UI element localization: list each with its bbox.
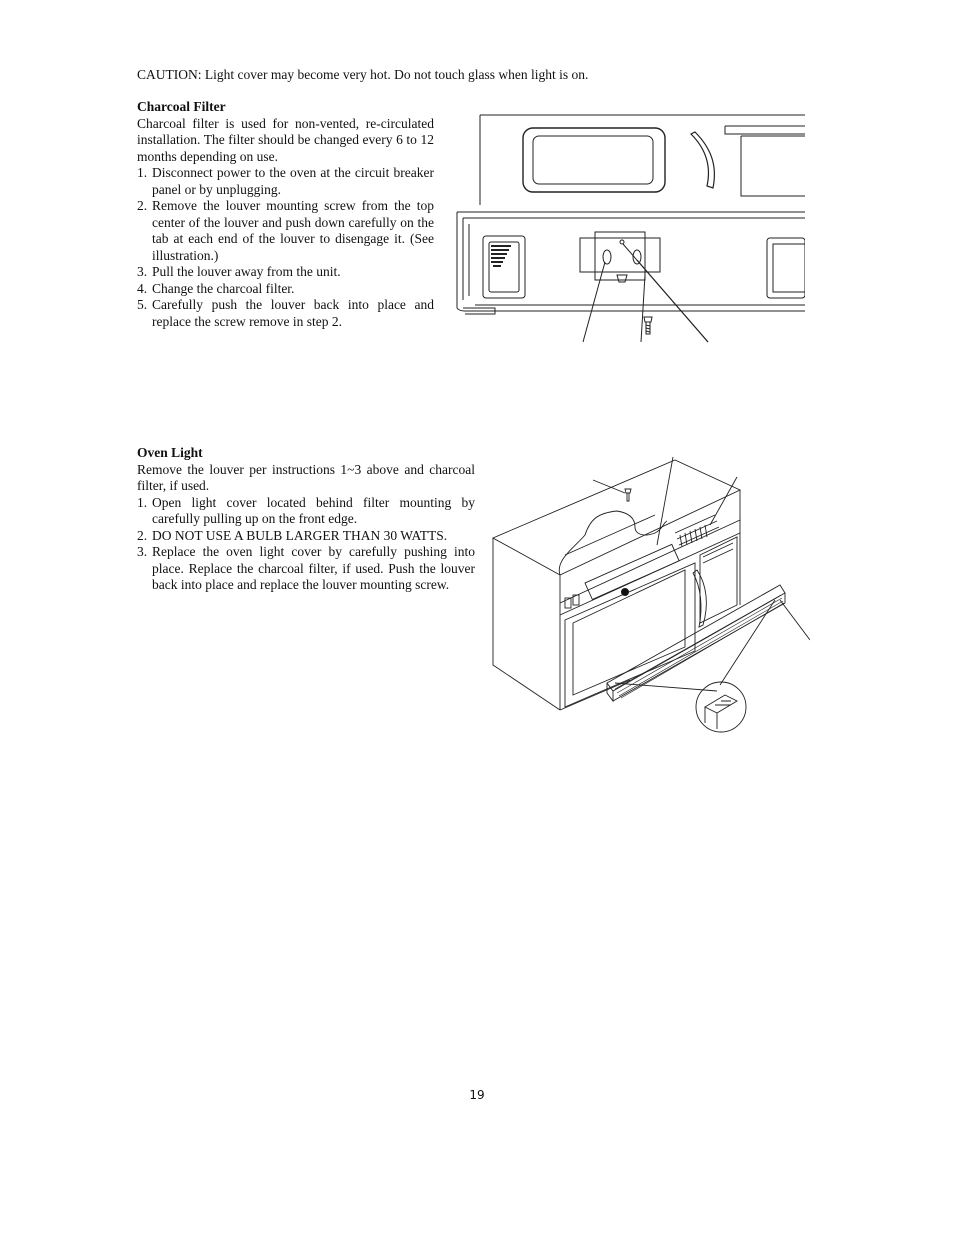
oven-light-section [137,445,475,594]
light-bulb-dot [621,588,628,595]
list-item [137,495,475,528]
door-handle [691,132,714,188]
oven-light-illustration [485,455,810,740]
light-window [585,544,679,599]
tab-detail-inset [696,682,746,732]
charcoal-filter-heading: Charcoal Filter [137,99,226,114]
step-number: 1. [137,165,148,180]
louver-bar [607,585,785,701]
step-text: Open light cover located behind filter mounting by carefully pulling up on the front edge. [152,494,475,526]
list-item [137,165,434,198]
step-number: 5. [137,297,148,312]
list-item [137,544,475,594]
step-text: Replace the oven light cover by carefully pushing into place. Replace the charcoal filter, if used. Push the louver back into place and replace the louver mounting screw. [152,544,475,592]
caution-text: CAUTION: Light cover may become very hot. Do not touch glass when light is on. [137,67,589,82]
step-text: Carefully push the louver back into place and replace the screw remove in step 2. [152,297,434,329]
window-outline [523,128,665,192]
screw-icon [625,489,631,501]
light-cover-opening [559,511,667,575]
page-number: 19 [469,1088,485,1102]
oven-light-intro: Remove the louver per instructions 1~3 above and charcoal filter, if used. [137,461,475,493]
step-text: DO NOT USE A BULB LARGER THAN 30 WATTS. [152,527,448,543]
list-item [137,297,434,330]
list-item [137,281,434,298]
oven-light-heading: Oven Light [137,445,203,460]
oven-outline [457,115,805,314]
step-text: Change the charcoal filter. [152,280,295,296]
charcoal-filter-section [137,99,434,330]
list-item [137,264,434,281]
list-item [137,198,434,264]
louver-tab [580,232,660,282]
step-number: 2. [137,198,148,213]
step-number: 1. [137,494,148,510]
step-number: 4. [137,280,148,296]
step-text: Pull the louver away from the unit. [152,264,341,279]
screw-icon [644,317,652,334]
step-number: 3. [137,544,148,559]
step-text: Disconnect power to the oven at the circuit breaker panel or by unplugging. [152,165,434,197]
step-number: 2. [137,527,148,543]
charcoal-filter-steps [137,165,434,330]
list-item [137,528,475,545]
oven-light-steps [137,495,475,594]
charcoal-filter-intro: Charcoal filter is used for non-vented, re-circulated installation. The filter should be changed every 6 to 12 months depending on use. [137,115,434,164]
oven-body [493,460,740,710]
louver-removal-illustration [455,110,805,345]
vent-grille [483,236,525,298]
step-number: 3. [137,264,148,279]
step-text: Remove the louver mounting screw from the top center of the louver and push down carefully on the tab at each end of the louver to disengage it. (See illustration.) [152,198,434,263]
